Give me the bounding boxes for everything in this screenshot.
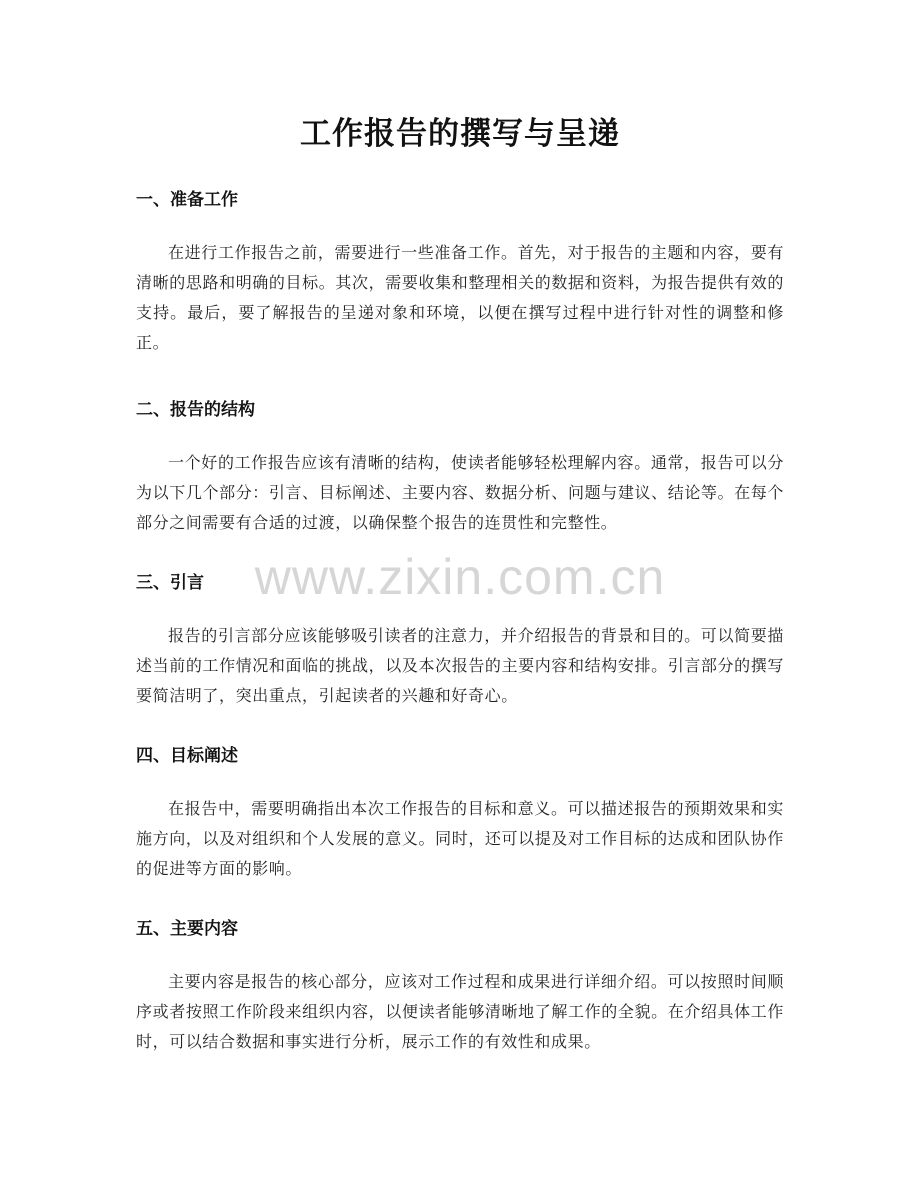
- section-paragraph: 报告的引言部分应该能够吸引读者的注意力，并介绍报告的背景和目的。可以简要描述当前的工作情况和面临的挑战，以及本次报告的主要内容和结构安排。引言部分的撰写要简洁明了，突出重点，引起读者的兴趣和好奇心。: [136, 626, 784, 705]
- watermark-text: www.zixin.com.cn: [254, 549, 666, 605]
- section-objectives: [136, 744, 784, 884]
- section-paragraph: 在进行工作报告之前，需要进行一些准备工作。首先，对于报告的主题和内容，要有清晰的思路和明确的目标。其次，需要收集和整理相关的数据和资料，为报告提供有效的支持。最后，要了解报告的呈递对象和环境，以便在撰写过程中进行针对性的调整和修正。: [136, 243, 784, 352]
- section-introduction: [136, 571, 784, 711]
- document-title: 工作报告的撰写与呈递: [300, 116, 620, 152]
- section-structure: [136, 398, 784, 538]
- section-paragraph: 一个好的工作报告应该有清晰的结构，使读者能够轻松理解内容。通常，报告可以分为以下几个部分：引言、目标阐述、主要内容、数据分析、问题与建议、结论等。在每个部分之间需要有合适的过渡，以确保整个报告的连贯性和完整性。: [136, 453, 784, 532]
- section-paragraph: 主要内容是报告的核心部分，应该对工作过程和成果进行详细介绍。可以按照时间顺序或者按照工作阶段来组织内容，以便读者能够清晰地了解工作的全貌。在介绍具体工作时，可以结合数据和事实进行分析，展示工作的有效性和成果。: [136, 972, 784, 1051]
- section-heading: 五、主要内容: [136, 919, 238, 939]
- section-heading: 一、准备工作: [136, 190, 238, 210]
- section-paragraph: 在报告中，需要明确指出本次工作报告的目标和意义。可以描述报告的预期效果和实施方向，以及对组织和个人发展的意义。同时，还可以提及对工作目标的达成和团队协作的促进等方面的影响。: [136, 799, 784, 878]
- section-heading: 二、报告的结构: [136, 400, 255, 420]
- section-heading: 三、引言: [136, 573, 204, 593]
- section-heading: 四、目标阐述: [136, 746, 238, 766]
- section-preparation: [136, 188, 784, 358]
- section-main-content: [136, 917, 784, 1057]
